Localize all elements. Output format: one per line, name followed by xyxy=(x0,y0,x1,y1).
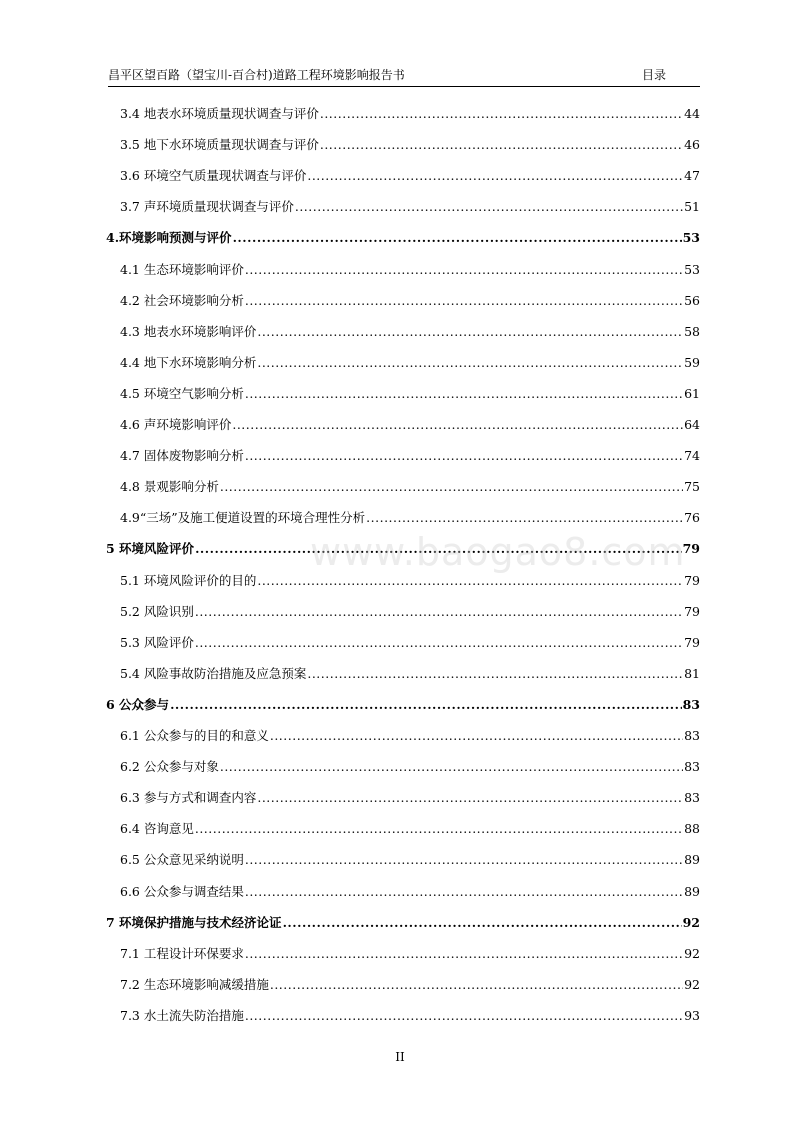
toc-entry-page: 58 xyxy=(684,324,700,339)
toc-leader-dots xyxy=(233,229,682,247)
watermark: www.baogao8.com xyxy=(310,530,686,574)
toc-entry-page: 51 xyxy=(684,199,700,214)
toc-leader-dots xyxy=(245,851,683,869)
toc-entry-page: 92 xyxy=(682,915,700,930)
toc-entry-label: 4.3 地表水环境影响评价 xyxy=(120,324,257,339)
toc-entry[interactable] xyxy=(120,509,700,527)
toc-leader-dots xyxy=(220,758,683,776)
toc-entry-page: 56 xyxy=(684,293,700,308)
toc-entry-page: 93 xyxy=(684,1008,700,1023)
toc-entry-page: 79 xyxy=(682,541,700,556)
toc-entry-page: 83 xyxy=(684,759,700,774)
toc-entry-label: 7.2 生态环境影响减缓措施 xyxy=(120,977,269,992)
toc-entry-page: 46 xyxy=(684,137,700,152)
page-header xyxy=(108,64,700,87)
toc-entry-label: 6.2 公众参与对象 xyxy=(120,759,219,774)
page-number: II xyxy=(395,1050,405,1064)
header-title: 昌平区望百路（望宝川-百合村)道路工程环境影响报告书 xyxy=(108,68,405,82)
toc-entry-page: 79 xyxy=(684,604,700,619)
toc-entry-label: 4.2 社会环境影响分析 xyxy=(120,293,244,308)
toc-entry-label: 6.3 参与方式和调查内容 xyxy=(120,790,257,805)
toc-entry[interactable] xyxy=(120,851,700,869)
toc-entry[interactable] xyxy=(120,883,700,901)
toc-leader-dots xyxy=(245,292,683,310)
toc-entry-label: 7.1 工程设计环保要求 xyxy=(120,946,244,961)
toc-leader-dots xyxy=(245,385,683,403)
toc-entry[interactable] xyxy=(120,198,700,216)
toc-entry-label: 6.4 咨询意见 xyxy=(120,821,194,836)
toc-leader-dots xyxy=(307,167,683,185)
toc-entry-label: 4.8 景观影响分析 xyxy=(120,479,219,494)
toc-entry[interactable] xyxy=(120,167,700,185)
toc-entry-page: 53 xyxy=(682,230,700,245)
toc-leader-dots xyxy=(195,820,683,838)
toc-entry-label: 4.5 环境空气影响分析 xyxy=(120,386,244,401)
toc-entry[interactable] xyxy=(120,758,700,776)
toc-entry-label: 3.6 环境空气质量现状调查与评价 xyxy=(120,168,307,183)
toc-leader-dots xyxy=(283,914,682,932)
toc-leader-dots xyxy=(257,789,683,807)
toc-leader-dots xyxy=(257,572,683,590)
toc-leader-dots xyxy=(232,416,683,434)
toc-leader-dots xyxy=(270,976,683,994)
toc-leader-dots xyxy=(257,354,683,372)
toc-leader-dots xyxy=(195,603,683,621)
header-section: 目录 xyxy=(641,68,666,82)
toc-entry-page: 76 xyxy=(684,510,700,525)
toc-entry-label: 7 环境保护措施与技术经济论证 xyxy=(106,915,282,930)
toc-leader-dots xyxy=(245,1007,683,1025)
toc-entry-page: 83 xyxy=(682,697,700,712)
toc-entry-label: 4.环境影响预测与评价 xyxy=(106,230,232,245)
toc-entry-label: 7.3 水土流失防治措施 xyxy=(120,1008,244,1023)
toc-entry-label: 4.6 声环境影响评价 xyxy=(120,417,232,432)
toc-entry-label: 4.7 固体废物影响分析 xyxy=(120,448,244,463)
toc-entry-label: 4.4 地下水环境影响分析 xyxy=(120,355,257,370)
toc-leader-dots xyxy=(220,478,683,496)
toc-entry-page: 79 xyxy=(684,635,700,650)
toc-leader-dots xyxy=(320,105,683,123)
toc-entry-label: 3.7 声环境质量现状调查与评价 xyxy=(120,199,294,214)
toc-entry-page: 64 xyxy=(684,417,700,432)
toc-entry-label: 5.2 风险识别 xyxy=(120,604,194,619)
toc-entry-page: 88 xyxy=(684,821,700,836)
toc-entry-page: 53 xyxy=(684,262,700,277)
toc-entry[interactable] xyxy=(120,292,700,310)
toc-leader-dots xyxy=(245,883,683,901)
toc-leader-dots xyxy=(195,634,683,652)
toc-entry[interactable] xyxy=(106,229,700,247)
toc-leader-dots xyxy=(307,665,683,683)
toc-entry[interactable] xyxy=(120,323,700,341)
toc-entry-label: 5 环境风险评价 xyxy=(106,541,195,556)
toc-entry-page: 81 xyxy=(684,666,700,681)
toc-entry-label: 6.6 公众参与调查结果 xyxy=(120,884,244,899)
toc-entry-label: 3.4 地表水环境质量现状调查与评价 xyxy=(120,106,319,121)
toc-leader-dots xyxy=(170,696,682,714)
toc-entry-page: 89 xyxy=(684,852,700,867)
toc-entry[interactable] xyxy=(120,261,700,279)
toc-entry-label: 6 公众参与 xyxy=(106,697,170,712)
toc-entry[interactable] xyxy=(120,1007,700,1025)
toc-entry-page: 47 xyxy=(684,168,700,183)
toc-entry[interactable] xyxy=(120,416,700,434)
toc-entry-page: 59 xyxy=(684,355,700,370)
toc-entry-label: 5.3 风险评价 xyxy=(120,635,194,650)
toc-entry-page: 44 xyxy=(684,106,700,121)
toc-entry-page: 83 xyxy=(684,728,700,743)
toc-entry-label: 3.5 地下水环境质量现状调查与评价 xyxy=(120,137,319,152)
toc-entry-page: 79 xyxy=(684,573,700,588)
toc-entry-page: 89 xyxy=(684,884,700,899)
toc-entry[interactable] xyxy=(120,945,700,963)
toc-entry[interactable] xyxy=(120,136,700,154)
toc-leader-dots xyxy=(366,509,683,527)
toc-entry-page: 83 xyxy=(684,790,700,805)
toc-entry-label: 5.1 环境风险评价的目的 xyxy=(120,573,257,588)
toc-leader-dots xyxy=(295,198,683,216)
toc-entry[interactable] xyxy=(120,665,700,683)
toc-entry-page: 75 xyxy=(684,479,700,494)
toc-leader-dots xyxy=(257,323,683,341)
toc-entry[interactable] xyxy=(120,385,700,403)
toc-entry[interactable] xyxy=(120,447,700,465)
toc-entry[interactable] xyxy=(120,976,700,994)
toc-entry[interactable] xyxy=(120,820,700,838)
toc-entry[interactable] xyxy=(106,696,700,714)
toc-entry-label: 6.5 公众意见采纳说明 xyxy=(120,852,244,867)
toc-leader-dots xyxy=(270,727,683,745)
toc-entry[interactable] xyxy=(120,354,700,372)
toc-entry-page: 74 xyxy=(684,448,700,463)
toc-entry[interactable] xyxy=(120,603,700,621)
toc-entry-page: 92 xyxy=(684,977,700,992)
toc-entry-label: 6.1 公众参与的目的和意义 xyxy=(120,728,269,743)
toc-entry[interactable] xyxy=(120,727,700,745)
toc-entry[interactable] xyxy=(120,478,700,496)
toc-entry-label: 5.4 风险事故防治措施及应急预案 xyxy=(120,666,307,681)
toc-entry[interactable] xyxy=(120,789,700,807)
toc-leader-dots xyxy=(245,447,683,465)
toc-entry[interactable] xyxy=(120,634,700,652)
toc-entry[interactable] xyxy=(106,914,700,932)
toc-entry-label: 4.1 生态环境影响评价 xyxy=(120,262,244,277)
toc-entry-page: 92 xyxy=(684,946,700,961)
toc-leader-dots xyxy=(320,136,683,154)
toc-leader-dots xyxy=(245,945,683,963)
toc-entry-page: 61 xyxy=(684,386,700,401)
toc-entry[interactable] xyxy=(120,105,700,123)
toc-entry[interactable] xyxy=(120,572,700,590)
toc-entry-label: 4.9“三场”及施工便道设置的环境合理性分析 xyxy=(120,510,366,525)
toc-leader-dots xyxy=(245,261,683,279)
